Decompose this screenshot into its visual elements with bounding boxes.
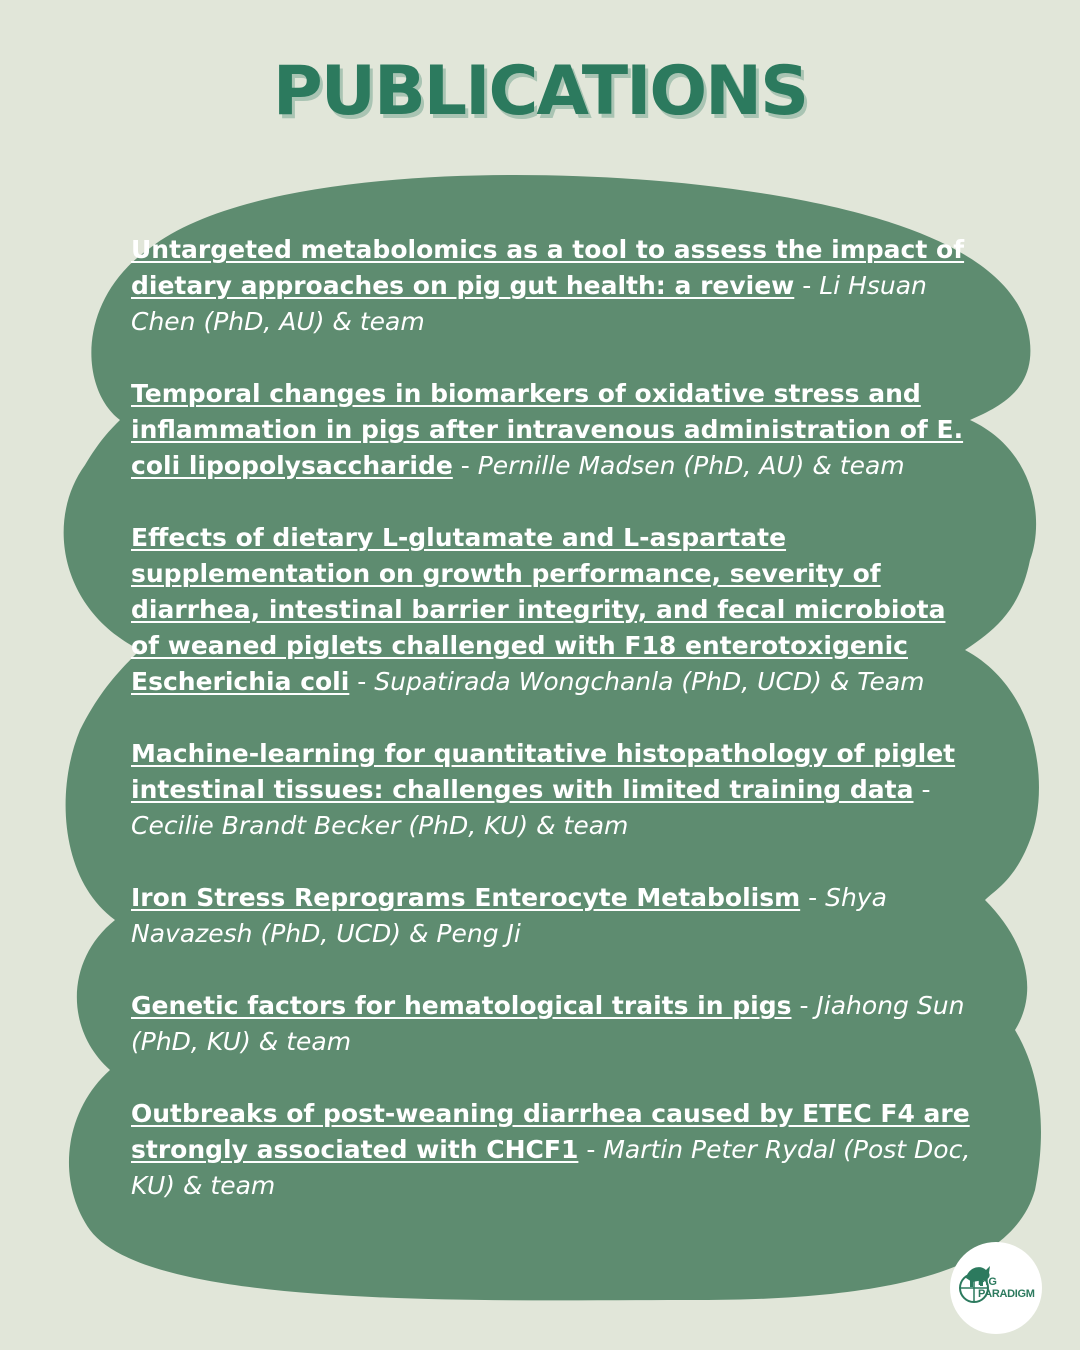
publication-title-link[interactable]: Genetic factors for hematological traits in pigs xyxy=(131,991,792,1020)
publication-authors: Shya Navazesh (PhD, UCD) & Peng Ji xyxy=(131,883,887,948)
publication-item xyxy=(131,1096,971,1204)
separator: - xyxy=(791,991,817,1020)
separator: - xyxy=(794,271,820,300)
publication-item xyxy=(131,880,971,952)
publication-item xyxy=(131,376,971,484)
page-title: PUBLICATIONS xyxy=(272,52,808,131)
separator: - xyxy=(578,1135,604,1164)
publication-title-link[interactable]: Outbreaks of post-weaning diarrhea caused by ETEC F4 are strongly associated with CHCF1 xyxy=(131,1099,970,1164)
separator: - xyxy=(349,667,375,696)
publication-item xyxy=(131,736,971,844)
publication-authors: Pernille Madsen (PhD, AU) & team xyxy=(477,451,905,480)
separator: - xyxy=(452,451,478,480)
publication-authors: Li Hsuan Chen (PhD, AU) & team xyxy=(131,271,927,336)
logo-text-line1: PIG xyxy=(978,1276,997,1288)
publication-item xyxy=(131,988,971,1060)
publication-list xyxy=(131,232,971,1240)
publication-item xyxy=(131,520,971,700)
logo-text-line2: PARADIGM xyxy=(978,1288,1035,1300)
publication-item xyxy=(131,232,971,340)
publication-authors: Martin Peter Rydal (Post Doc, KU) & team xyxy=(131,1135,971,1200)
logo-text xyxy=(978,1276,1040,1300)
publication-title-link[interactable]: Untargeted metabolomics as a tool to assess the impact of dietary approaches on pig gut health: a review xyxy=(131,235,965,300)
separator: - xyxy=(913,775,931,804)
separator: - xyxy=(800,883,826,912)
publication-title-link[interactable]: Machine-learning for quantitative histopathology of piglet intestinal tissues: challenges with limited training data xyxy=(131,739,956,804)
publication-title-link[interactable]: Temporal changes in biomarkers of oxidative stress and inflammation in pigs after intravenous administration of E. coli lipopolysaccharide xyxy=(131,379,964,480)
pig-paradigm-logo xyxy=(950,1242,1042,1334)
publication-authors: Cecilie Brandt Becker (PhD, KU) & team xyxy=(131,811,629,840)
publication-authors: Supatirada Wongchanla (PhD, UCD) & Team xyxy=(374,667,925,696)
publication-authors: Jiahong Sun (PhD, KU) & team xyxy=(131,991,965,1056)
publication-title-link[interactable]: Effects of dietary L-glutamate and L-aspartate supplementation on growth performance, severity of diarrhea, intestinal barrier integrity, and fecal microbiota of weaned piglets challenged with F18 enterotoxigenic Escherichia coli xyxy=(131,523,946,696)
publication-title-link[interactable]: Iron Stress Reprograms Enterocyte Metabolism xyxy=(131,883,801,912)
